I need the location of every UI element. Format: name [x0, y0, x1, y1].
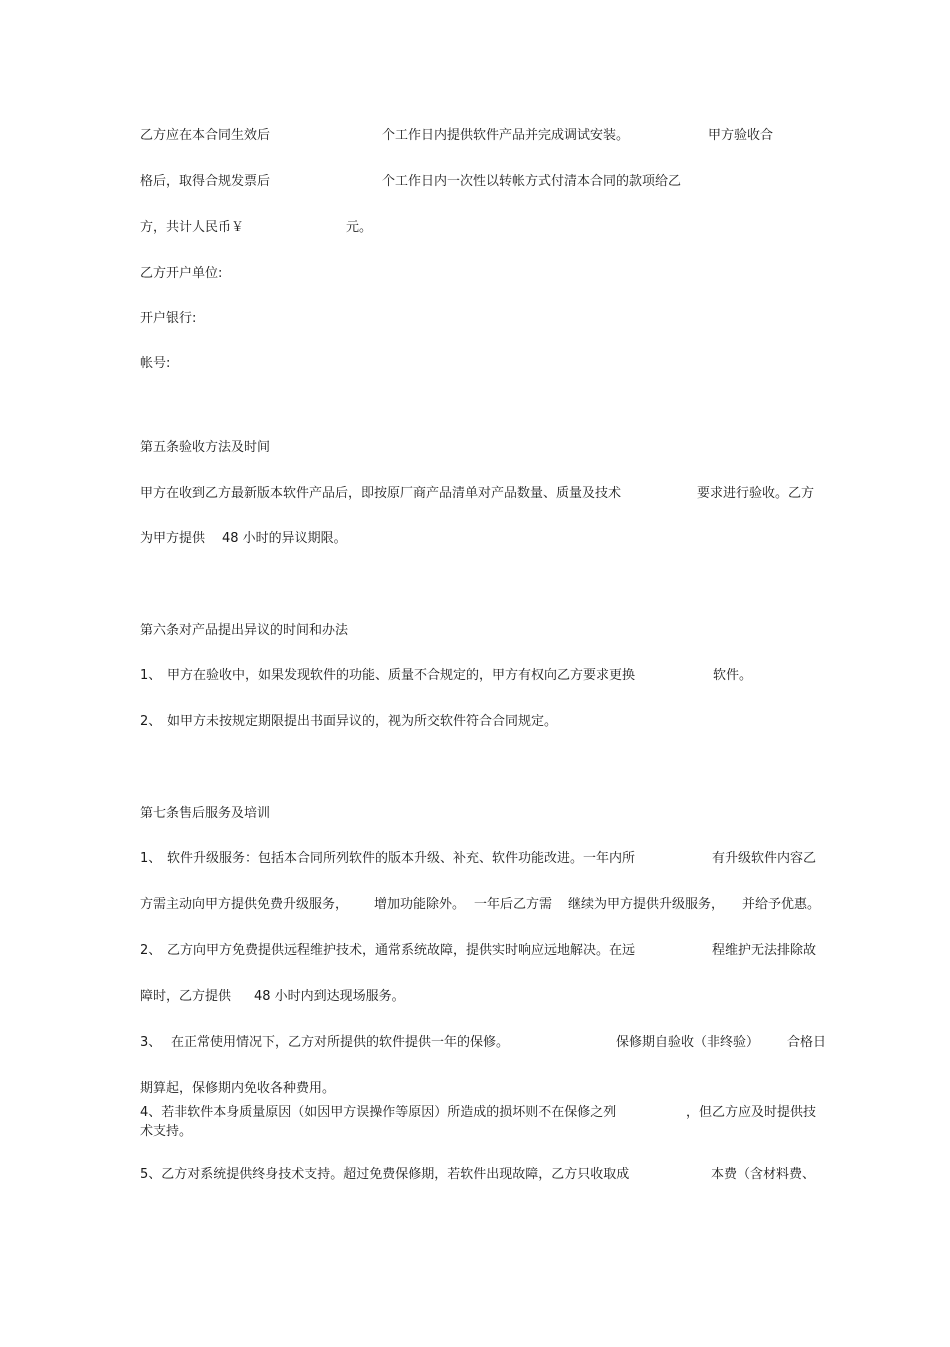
list-number: 1、 — [140, 851, 162, 866]
text-segment: 要求进行验收。乙方 — [697, 486, 815, 501]
text-segment: 48 小时内到达现场服务。 — [254, 989, 405, 1004]
text-segment: 方需主动向甲方提供免费升级服务， — [140, 897, 349, 912]
article7-item-4-line-2: 术支持。 — [140, 1124, 193, 1139]
text-segment: 个工作日内提供软件产品并完成调试安装。 — [382, 128, 630, 143]
text-segment: 乙方向甲方免费提供远程维护技术，通常系统故障，提供实时响应远地解决。在远 — [167, 943, 636, 958]
text-segment: 为甲方提供 — [140, 531, 206, 546]
article7-item-3-line-2: 期算起，保修期内免收各种费用。 — [140, 1081, 336, 1096]
account-unit-label: 乙方开户单位: — [140, 266, 223, 281]
text-segment: 5、乙方对系统提供终身技术支持。超过免费保修期，若软件出现故障，乙方只收取成 — [140, 1167, 630, 1182]
text-segment: 障时，乙方提供 — [140, 989, 232, 1004]
text-segment: 保修期自验收（非终验） — [616, 1035, 760, 1050]
list-number: 2、 — [140, 943, 162, 958]
text-segment: 本费（含材料费、 — [711, 1167, 816, 1182]
text-segment: 甲方验收合 — [708, 128, 774, 143]
text-segment: ，但乙方应及时提供技 — [686, 1105, 817, 1120]
text-segment: 方，共计人民币￥ — [140, 220, 245, 235]
bank-label: 开户银行: — [140, 311, 197, 326]
text-segment: 增加功能除外。 — [374, 897, 466, 912]
text-segment: 在正常使用情况下，乙方对所提供的软件提供一年的保修。 — [171, 1035, 510, 1050]
text-segment: 元。 — [346, 220, 373, 235]
text-segment: 合格日 — [787, 1035, 827, 1050]
list-number: 3、 — [140, 1035, 162, 1050]
text-segment: 乙方应在本合同生效后 — [140, 128, 271, 143]
article7-title: 第七条售后服务及培训 — [140, 806, 271, 821]
text-segment: 甲方在收到乙方最新版本软件产品后，即按原厂商产品清单对产品数量、质量及技术 — [140, 486, 622, 501]
text-segment: 如甲方未按规定期限提出书面异议的，视为所交软件符合合同规定。 — [167, 714, 558, 729]
article5-title: 第五条验收方法及时间 — [140, 440, 271, 455]
text-segment: 并给予优惠。 — [742, 897, 821, 912]
text-segment: 甲方在验收中，如果发现软件的功能、质量不合规定的，甲方有权向乙方要求更换 — [167, 668, 636, 683]
text-segment: 程维护无法排除故 — [712, 943, 817, 958]
text-segment: 个工作日内一次性以转帐方式付清本合同的款项给乙 — [382, 174, 682, 189]
text-segment: 4、若非软件本身质量原因（如因甲方误操作等原因）所造成的损坏则不在保修之列 — [140, 1105, 617, 1120]
text-segment: 48 小时的异议期限。 — [222, 531, 347, 546]
account-number-label: 帐号: — [140, 356, 171, 371]
text-segment: 继续为甲方提供升级服务， — [568, 897, 725, 912]
text-segment: 有升级软件内容乙 — [712, 851, 817, 866]
text-segment: 格后，取得合规发票后 — [140, 174, 271, 189]
text-segment: 一年后乙方需 — [474, 897, 553, 912]
list-number: 1、 — [140, 668, 162, 683]
list-number: 2、 — [140, 714, 162, 729]
text-segment: 软件。 — [713, 668, 753, 683]
article6-title: 第六条对产品提出异议的时间和办法 — [140, 623, 349, 638]
text-segment: 软件升级服务：包括本合同所列软件的版本升级、补充、软件功能改进。一年内所 — [167, 851, 636, 866]
